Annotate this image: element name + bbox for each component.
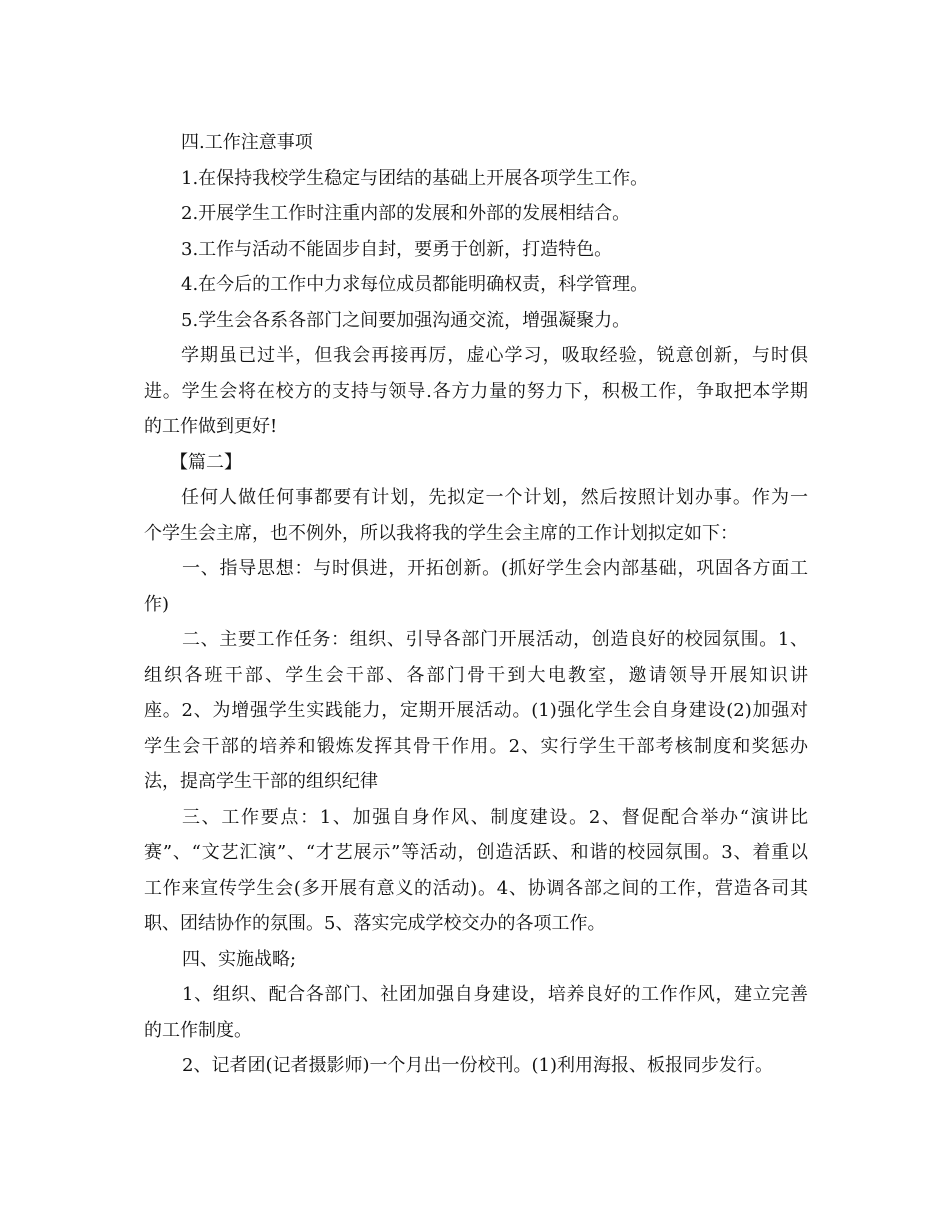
paragraph-line: 工作来宣传学生会(多开展有意义的活动)。4、协调各部之间的工作，营造各司其 xyxy=(144,877,808,899)
paragraph-line: 的工作做到更好! xyxy=(144,416,278,437)
section-heading: 四.工作注意事项 xyxy=(181,132,313,153)
list-item: 2.开展学生工作时注重内部的发展和外部的发展相结合。 xyxy=(181,203,631,224)
paragraph-line: 座。2、为增强学生实践能力，定期开展活动。(1)强化学生会自身建设(2)加强对 xyxy=(144,700,808,721)
paragraph-line: 2、记者团(记者摄影师)一个月出一份校刊。(1)利用海报、板报同步发行。 xyxy=(182,1055,773,1076)
paragraph-line: 一、指导思想：与时俱进，开拓创新。(抓好学生会内部基础，巩固各方面工 xyxy=(182,558,808,579)
document-page xyxy=(144,125,808,1084)
paragraph-line: 法，提高学生干部的组织纪律 xyxy=(144,771,378,792)
paragraph-line: 组织各班干部、学生会干部、各部门骨干到大电教室，邀请领导开展知识讲 xyxy=(144,664,808,686)
list-item: 4.在今后的工作中力求每位成员都能明确权责，科学管理。 xyxy=(181,274,649,295)
paragraph-line: 进。学生会将在校方的支持与领导.各方力量的努力下，积极工作，争取把本学期 xyxy=(144,380,808,402)
list-item: 5.学生会各系各部门之间要加强沟通交流，增强凝聚力。 xyxy=(181,309,631,331)
list-item: 3.工作与活动不能固步自封，要勇于创新，打造特色。 xyxy=(181,238,613,260)
paragraph-line: 职、团结协作的氛围。5、落实完成学校交办的各项工作。 xyxy=(144,913,606,934)
paragraph-line: 学期虽已过半，但我会再接再厉，虚心学习，吸取经验，锐意创新，与时俱 xyxy=(181,345,808,366)
paragraph-line: 1、组织、配合各部门、社团加强自身建设，培养良好的工作作风，建立完善 xyxy=(182,984,808,1005)
section-heading: 【篇二】 xyxy=(170,451,242,473)
section-heading: 四、实施战略; xyxy=(182,948,297,970)
paragraph-line: 学生会干部的培养和锻炼发挥其骨干作用。2、实行学生干部考核制度和奖惩办 xyxy=(144,735,808,757)
paragraph-line: 三、工作要点：1、加强自身作风、制度建设。2、督促配合举办“演讲比 xyxy=(182,806,808,828)
list-item: 1.在保持我校学生稳定与团结的基础上开展各项学生工作。 xyxy=(181,167,649,189)
paragraph-line: 作) xyxy=(144,593,170,615)
paragraph-line: 的工作制度。 xyxy=(144,1019,252,1041)
paragraph-line: 个学生会主席，也不例外，所以我将我的学生会主席的工作计划拟定如下： xyxy=(144,522,738,544)
paragraph-line: 任何人做任何事都要有计划，先拟定一个计划，然后按照计划办事。作为一 xyxy=(181,487,808,508)
paragraph-line: 二、主要工作任务：组织、引导各部门开展活动，创造良好的校园氛围。1、 xyxy=(182,629,808,650)
paragraph-line: 赛”、“文艺汇演”、“才艺展示”等活动，创造活跃、和谐的校园氛围。3、着重以 xyxy=(144,842,808,863)
